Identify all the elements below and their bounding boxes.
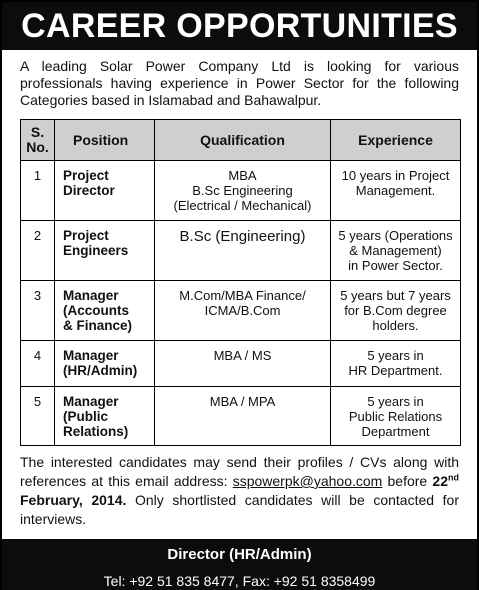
header-position: Position [55,120,155,161]
row-qualification: MBA / MPA [155,387,331,446]
row-qualification: M.Com/MBA Finance/ ICMA/B.Com [155,281,331,341]
deadline-date: 22nd February, 2014. [20,472,459,508]
intro-paragraph: A leading Solar Power Company Ltd is looking for various professionals having experience in Power Sector for the following Categories based in Islamabad and Bahawalpur. [20,58,459,108]
footer-banner [2,539,477,590]
positions-table [20,119,461,446]
row-qualification: MBA / MS [155,341,331,387]
row-position: Manager (Public Relations) [55,387,155,446]
row-sno: 2 [21,221,55,281]
email-link[interactable]: sspowerpk@yahoo.com [232,473,383,489]
table-row [21,161,461,221]
row-sno: 5 [21,387,55,446]
table-row [21,387,461,446]
row-experience: 5 years in HR Department. [331,341,461,387]
table-row [21,221,461,281]
row-sno: 1 [21,161,55,221]
row-qualification: MBA B.Sc Engineering (Electrical / Mechanical) [155,161,331,221]
row-position: Manager (HR/Admin) [55,341,155,387]
row-experience: 10 years in Project Management. [331,161,461,221]
row-qualification: B.Sc (Engineering) [155,221,331,281]
table-row [21,281,461,341]
header-experience: Experience [331,120,461,161]
row-experience: 5 years (Operations & Management) in Power Sector. [331,221,461,281]
contact-numbers: Tel: +92 51 835 8477, Fax: +92 51 8358499 [103,573,376,589]
row-position: Project Director [55,161,155,221]
page-title: CAREER OPPORTUNITIES [21,6,458,45]
row-experience: 5 years in Public Relations Department [331,387,461,446]
application-instructions: The interested candidates may send their profiles / CVs along with references at this email address: sspowerpk@yahoo.com before 22nd February, 2014. Only shortlisted candidates will be contacted for interviews. [20,454,459,527]
header-sno: S. No. [21,120,55,161]
row-position: Project Engineers [55,221,155,281]
header-qualification: Qualification [155,120,331,161]
row-position: Manager (Accounts & Finance) [55,281,155,341]
row-sno: 3 [21,281,55,341]
table-header-row [21,120,461,161]
header-banner [2,2,477,50]
row-experience: 5 years but 7 years for B.Com degree holders. [331,281,461,341]
table-row [21,341,461,387]
row-sno: 4 [21,341,55,387]
positions-table-wrap [20,119,460,446]
contact-title: Director (HR/Admin) [167,546,312,563]
